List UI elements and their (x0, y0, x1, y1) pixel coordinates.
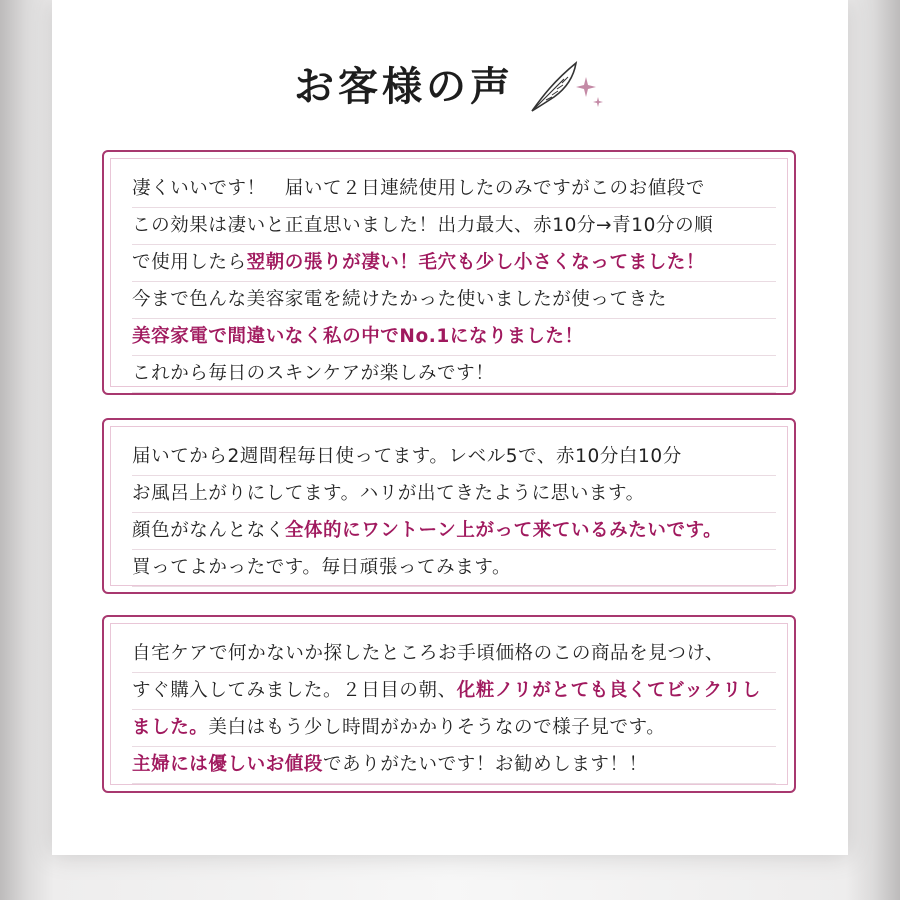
review-text: 凄くいいです！ 届いて２日連続使用したのみですがこのお値段で (132, 178, 706, 199)
review-line (132, 439, 776, 476)
review-line (132, 171, 776, 208)
review-text: これから毎日のスキンケアが楽しみです！ (132, 363, 495, 384)
review-text: 届いてから2週間程毎日使ってます。レベル5で、赤10分白10分 (132, 446, 682, 467)
highlight-text: 化粧ノリがとても良くてビックリし (456, 680, 761, 701)
header (0, 52, 900, 122)
review-line (132, 208, 776, 245)
highlight-text: ました。 (132, 717, 209, 738)
highlight-text: 全体的にワントーン上がって来ているみたいです。 (284, 520, 723, 541)
review-line (132, 636, 776, 673)
review-text: この効果は凄いと正直思いました！出力最大、赤10分→青10分の順 (132, 215, 714, 236)
review-text: でありがたいです！お勧めします！！ (323, 754, 648, 775)
review-card-3 (102, 615, 796, 793)
review-text: 顔色がなんとなく (132, 520, 285, 541)
highlight-text: 翌朝の張りが凄い！毛穴も少し小さくなってました！ (246, 252, 706, 273)
review-card-1 (102, 150, 796, 395)
review-line (132, 356, 776, 393)
highlight-text: 主婦には優しいお値段 (132, 754, 324, 775)
quill-sparkle-icon (524, 57, 606, 117)
review-text: 買ってよかったです。毎日頑張ってみます。 (132, 557, 512, 578)
review-line (132, 282, 776, 319)
review-line (132, 673, 776, 710)
review-line (132, 476, 776, 513)
review-text: お風呂上がりにしてます。ハリが出てきたように思います。 (132, 483, 645, 504)
review-text: 自宅ケアで何かないか探したところお手頃価格のこの商品を見つけ、 (132, 643, 724, 664)
review-line (132, 550, 776, 587)
review-text: 美白はもう少し時間がかかりそうなので様子見です。 (208, 717, 666, 738)
highlight-text: 美容家電で間違いなく私の中でNo.1になりました！ (132, 326, 584, 347)
review-text: すぐ購入してみました。２日目の朝、 (132, 680, 457, 701)
review-line (132, 710, 776, 747)
review-line (132, 319, 776, 356)
review-text: で使用したら (132, 252, 247, 273)
page-title: お客様の声 (294, 63, 514, 110)
review-line (132, 513, 776, 550)
review-text: 今まで色んな美容家電を続けたかった使いましたが使ってきた (132, 289, 667, 310)
review-card-2 (102, 418, 796, 594)
review-line (132, 245, 776, 282)
review-line (132, 747, 776, 784)
